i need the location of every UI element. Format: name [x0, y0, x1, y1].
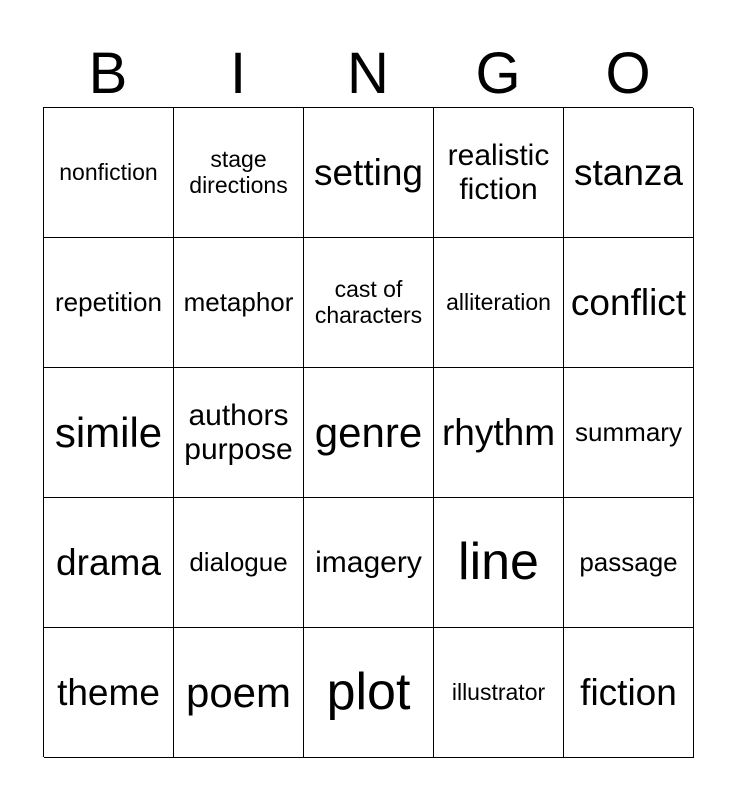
bingo-cell[interactable]: repetition — [44, 238, 174, 368]
bingo-cell[interactable]: plot — [304, 628, 434, 758]
bingo-cell[interactable]: cast of characters — [304, 238, 434, 368]
bingo-cell[interactable]: theme — [44, 628, 174, 758]
bingo-cell[interactable]: metaphor — [174, 238, 304, 368]
header-letter-g: G — [475, 41, 521, 106]
header-letter-b: B — [88, 41, 128, 106]
bingo-cell[interactable]: alliteration — [434, 238, 564, 368]
bingo-cell[interactable]: stanza — [564, 108, 694, 238]
bingo-cell[interactable]: line — [434, 498, 564, 628]
bingo-cell[interactable]: summary — [564, 368, 694, 498]
bingo-cell[interactable]: rhythm — [434, 368, 564, 498]
bingo-cell[interactable]: stage directions — [174, 108, 304, 238]
header-letter-n: N — [347, 41, 389, 106]
bingo-cell[interactable]: conflict — [564, 238, 694, 368]
bingo-cell[interactable]: drama — [44, 498, 174, 628]
bingo-board — [43, 107, 693, 757]
bingo-cell[interactable]: nonfiction — [44, 108, 174, 238]
header-letter-i: I — [229, 41, 247, 106]
bingo-cell[interactable]: imagery — [304, 498, 434, 628]
bingo-header — [43, 40, 693, 108]
bingo-cell[interactable]: setting — [304, 108, 434, 238]
bingo-cell[interactable]: simile — [44, 368, 174, 498]
bingo-cell[interactable]: authors purpose — [174, 368, 304, 498]
bingo-cell[interactable]: genre — [304, 368, 434, 498]
bingo-cell[interactable]: illustrator — [434, 628, 564, 758]
header-letter-o: O — [605, 41, 651, 106]
bingo-cell[interactable]: dialogue — [174, 498, 304, 628]
bingo-cell[interactable]: fiction — [564, 628, 694, 758]
bingo-cell[interactable]: passage — [564, 498, 694, 628]
bingo-cell[interactable]: poem — [174, 628, 304, 758]
bingo-cell[interactable]: realistic fiction — [434, 108, 564, 238]
